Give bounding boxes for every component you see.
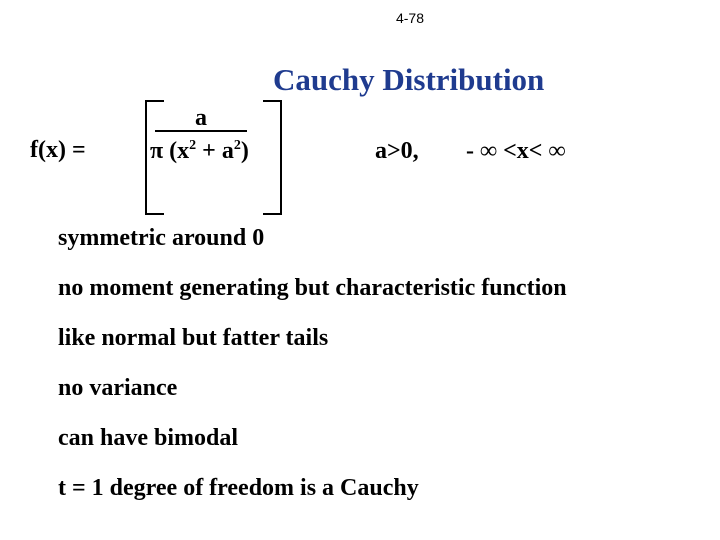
exponent-a: 2 xyxy=(233,138,241,153)
formula-denominator xyxy=(150,138,249,165)
slide-number: 4-78 xyxy=(395,10,425,26)
denominator-plus: + a xyxy=(196,138,234,164)
property-item: t = 1 degree of freedom is a Cauchy xyxy=(58,475,419,501)
formula-numerator: a xyxy=(155,106,247,132)
property-item: can have bimodal xyxy=(58,425,239,451)
right-bracket xyxy=(263,100,282,215)
property-item: no variance xyxy=(58,375,178,401)
denominator-open: π (x xyxy=(150,138,190,164)
formula-lhs: f(x) = xyxy=(30,137,86,163)
formula-condition: a>0, xyxy=(375,138,419,164)
property-item: no moment generating but characteristic function xyxy=(58,275,567,301)
property-item: symmetric around 0 xyxy=(58,225,265,251)
property-item: like normal but fatter tails xyxy=(58,325,329,351)
formula-range: - ∞ <x< ∞ xyxy=(466,138,566,164)
property-list xyxy=(58,220,567,520)
denominator-close: ) xyxy=(240,138,249,164)
exponent-x: 2 xyxy=(189,138,197,153)
slide-title: Cauchy Distribution xyxy=(273,62,545,97)
